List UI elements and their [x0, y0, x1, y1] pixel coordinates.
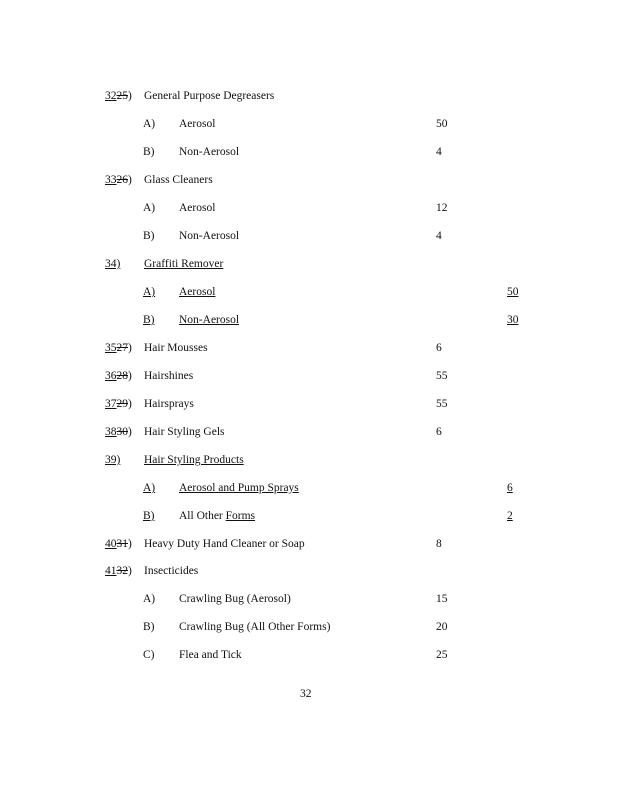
sub-item: B) Non-Aerosol 4	[143, 230, 442, 242]
sub-item: A) Crawling Bug (Aerosol) 15	[143, 593, 448, 605]
item-number: 39)	[105, 454, 121, 466]
list-item	[0, 88, 619, 104]
item-title: Hairsprays	[144, 398, 194, 410]
sub-item: A) Aerosol 12	[143, 202, 448, 214]
list-item	[0, 563, 619, 579]
item-number: 3326)	[105, 174, 132, 186]
list-item	[0, 172, 619, 188]
sub-item: C) Flea and Tick 25	[143, 649, 448, 661]
list-item	[0, 452, 619, 468]
item-number: 3628)	[105, 370, 132, 382]
voc-value: 15	[436, 593, 448, 605]
voc-value: 12	[436, 202, 448, 214]
voc-value: 4	[436, 146, 442, 158]
sub-item: A) Aerosol 50	[143, 118, 448, 130]
item-title: General Purpose Degreasers	[144, 90, 275, 102]
item-title: Heavy Duty Hand Cleaner or Soap	[144, 538, 305, 550]
item-number: 4031)	[105, 538, 132, 550]
sub-item: A) Aerosol and Pump Sprays 6	[143, 482, 513, 494]
voc-value: 6	[436, 426, 442, 438]
item-title: Hair Styling Products	[144, 454, 244, 466]
voc-value: 8	[436, 538, 442, 550]
voc-value: 30	[507, 314, 519, 326]
item-number: 4132)	[105, 565, 132, 577]
list-item	[0, 536, 619, 552]
list-item	[0, 256, 619, 272]
list-item	[0, 340, 619, 356]
item-title: Hairshines	[144, 370, 194, 382]
item-number: 34)	[105, 258, 121, 270]
voc-value: 25	[436, 649, 448, 661]
voc-value: 50	[507, 286, 519, 298]
item-title: Graffiti Remover	[144, 258, 224, 270]
page-number: 32	[300, 688, 312, 700]
item-title: Insecticides	[144, 565, 199, 577]
item-number: 3225)	[105, 90, 132, 102]
sub-item: B) Non-Aerosol 4	[143, 146, 442, 158]
voc-value: 6	[507, 482, 513, 494]
voc-value: 55	[436, 370, 448, 382]
voc-value: 55	[436, 398, 448, 410]
sub-item: A) Aerosol 50	[143, 286, 519, 298]
item-title: Glass Cleaners	[144, 174, 213, 186]
sub-item: B) All Other Forms 2	[143, 510, 513, 522]
item-number: 3527)	[105, 342, 132, 354]
voc-value: 20	[436, 621, 448, 633]
voc-value: 4	[436, 230, 442, 242]
voc-value: 50	[436, 118, 448, 130]
item-number: 3729)	[105, 398, 132, 410]
voc-value: 2	[507, 510, 513, 522]
item-title: Hair Styling Gels	[144, 426, 225, 438]
voc-value: 6	[436, 342, 442, 354]
list-item	[0, 424, 619, 440]
sub-item: B) Non-Aerosol 30	[143, 314, 519, 326]
sub-item: B) Crawling Bug (All Other Forms) 20	[143, 621, 448, 633]
item-title: Hair Mousses	[144, 342, 208, 354]
item-number: 3830)	[105, 426, 132, 438]
list-item	[0, 396, 619, 412]
list-item	[0, 368, 619, 384]
